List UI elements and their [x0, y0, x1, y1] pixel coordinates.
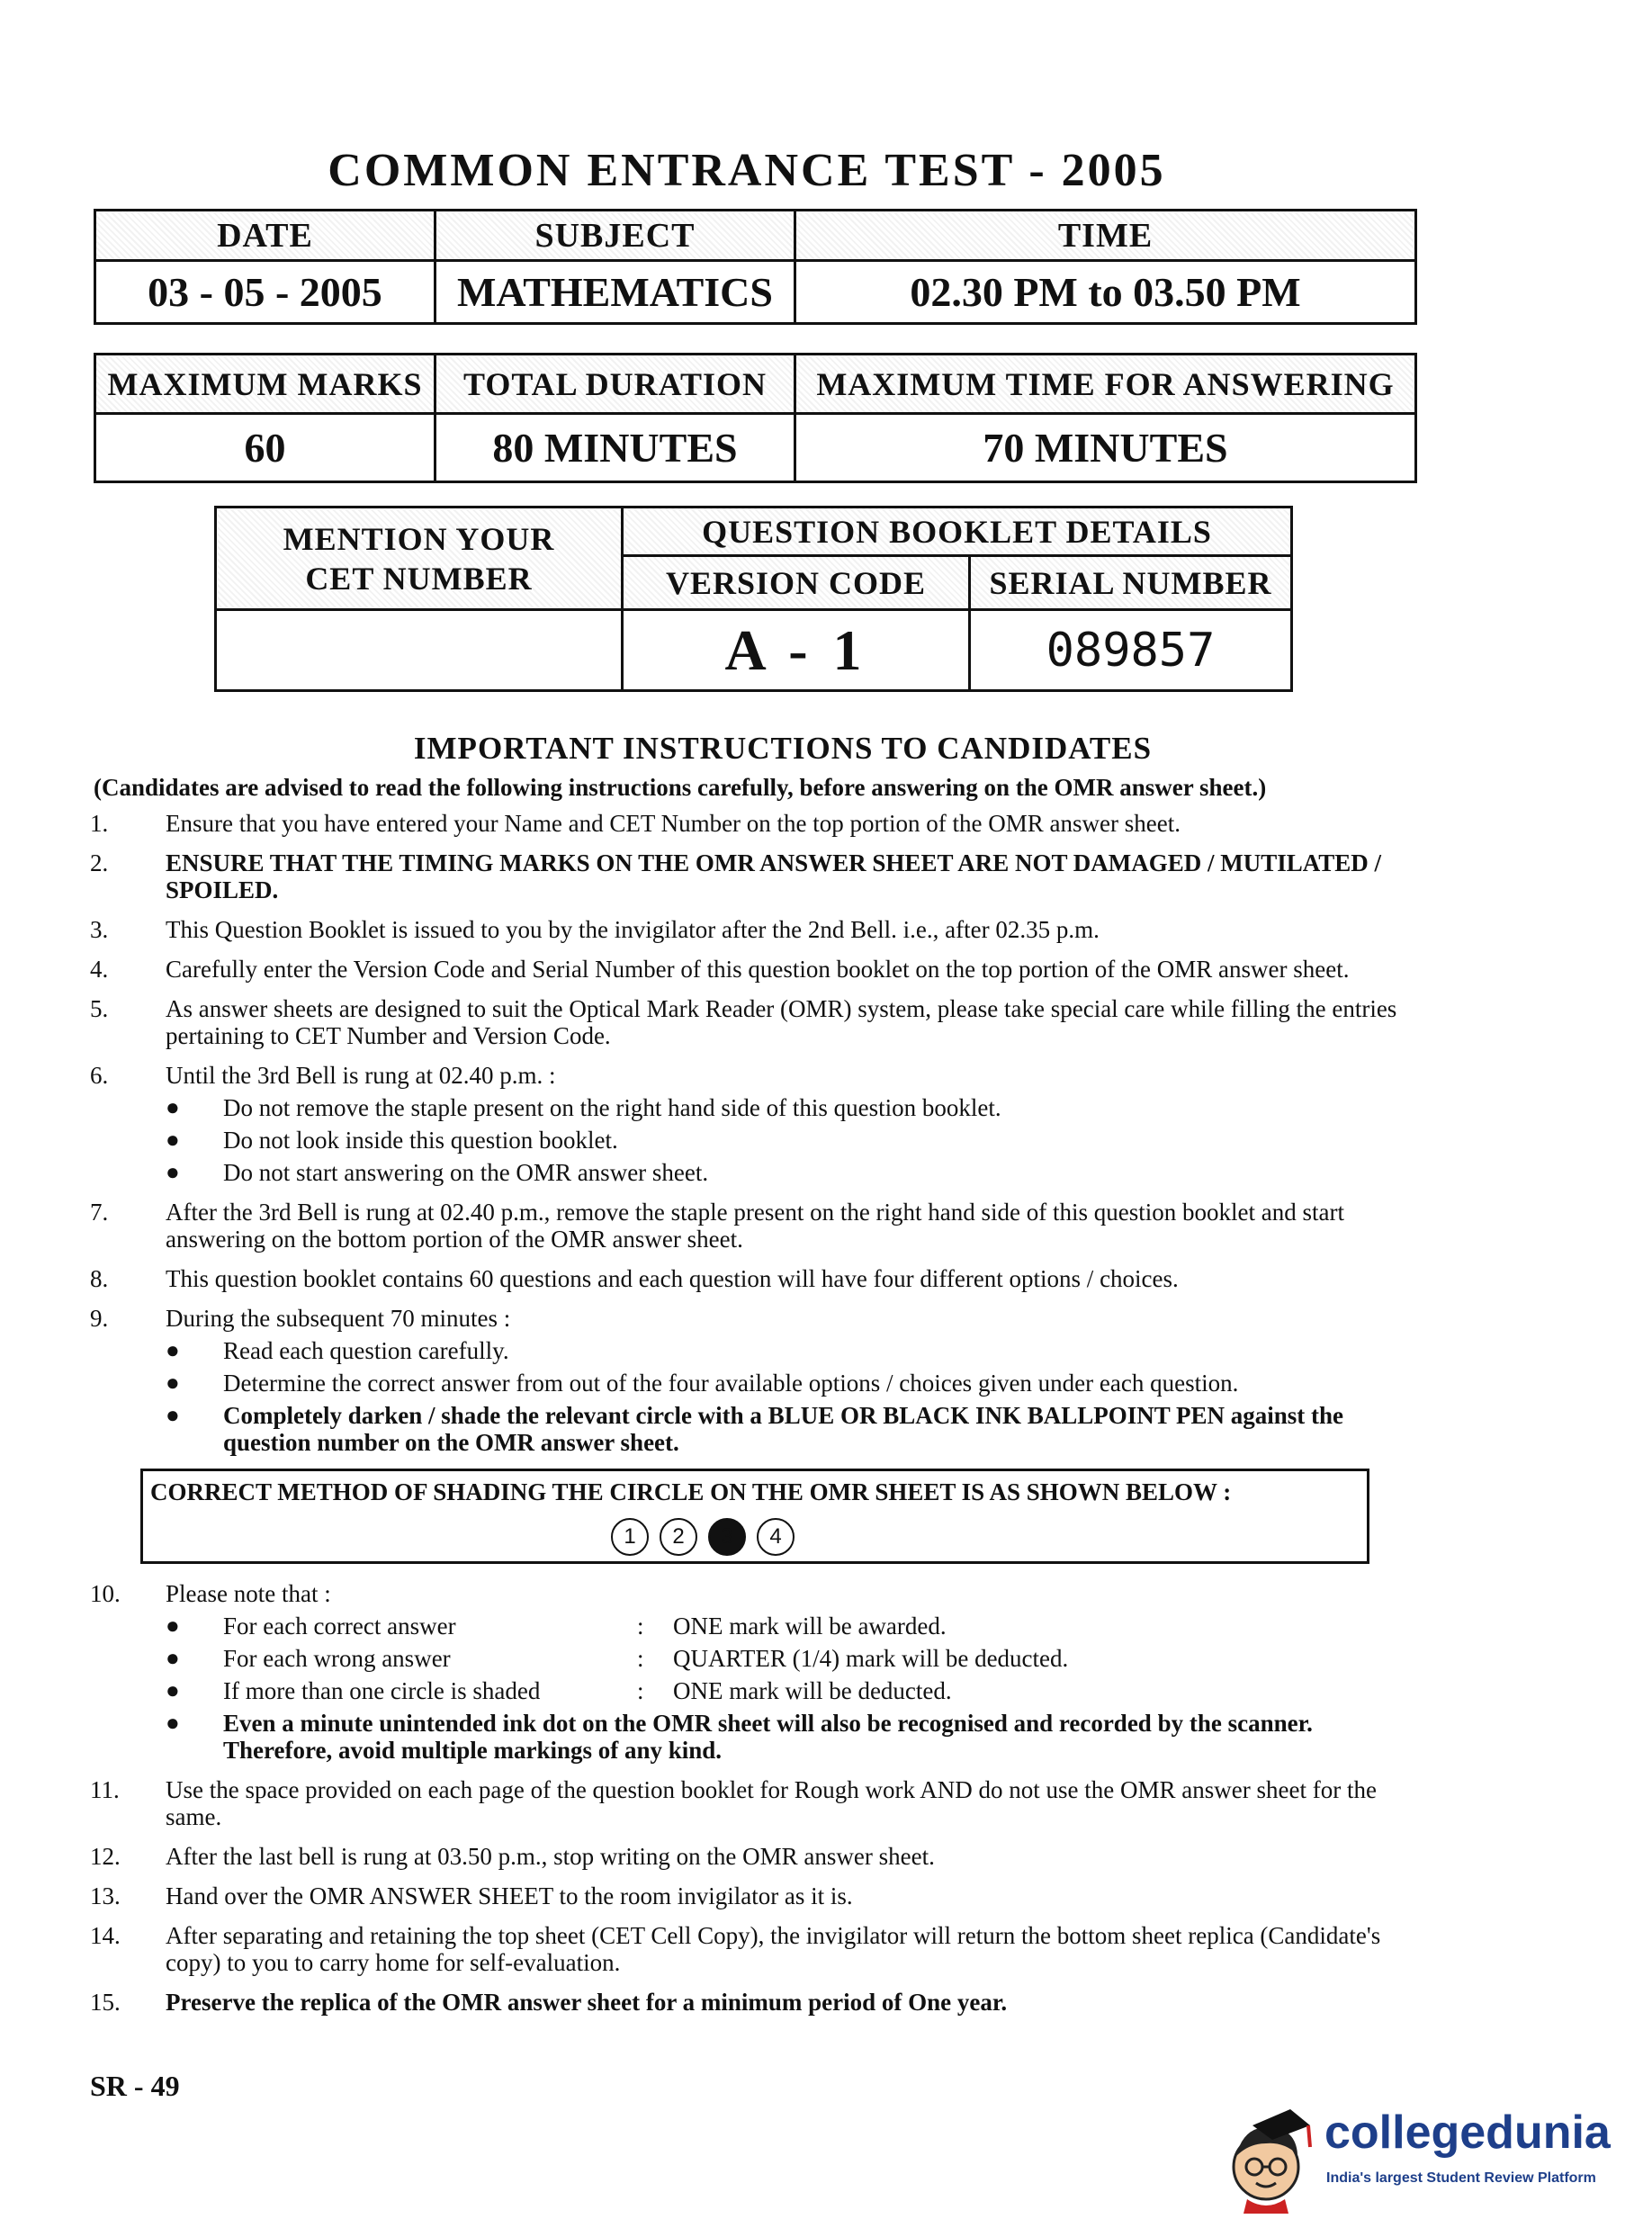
shading-caption: CORRECT METHOD OF SHADING THE CIRCLE ON THE OMR SHEET IS AS SHOWN BELOW : [150, 1478, 1232, 1505]
list-item: 15. Preserve the replica of the OMR answer sheet for a minimum period of One year. [90, 1989, 1008, 2016]
marks-info-table [94, 353, 1417, 483]
serial-number-value: 089857 [970, 610, 1292, 691]
bullet-item: ● Read each question carefully. [166, 1337, 509, 1364]
instructions-heading: IMPORTANT INSTRUCTIONS TO CANDIDATES [413, 731, 1153, 766]
list-item: 5. As answer sheets are designed to suit the Optical Mark Reader (OMR) system, please take special care while filling the entries pertaining to CET Number and Version Code. [90, 995, 1397, 1049]
bullet-icon: ● [166, 1094, 180, 1120]
list-item: 2. ENSURE THAT THE TIMING MARKS ON THE OMR ANSWER SHEET ARE NOT DAMAGED / MUTILATED / SPOILED. [90, 849, 1382, 903]
list-item: 3. This Question Booklet is issued to you by the invigilator after the 2nd Bell. i.e., after 02.35 p.m. [90, 916, 1100, 943]
version-code-value: A - 1 [623, 610, 970, 691]
subject-value: MATHEMATICS [435, 261, 795, 324]
mascot-icon [1217, 2106, 1315, 2214]
list-item: 1. Ensure that you have entered your Name and CET Number on the top portion of the OMR answer sheet. [90, 810, 1181, 837]
bullet-item: ● Determine the correct answer from out of the four available options / choices given under each question. [166, 1370, 1239, 1397]
list-item: 13. Hand over the OMR ANSWER SHEET to the room invigilator as it is. [90, 1882, 853, 1909]
answer-time-value: 70 MINUTES [795, 414, 1416, 482]
max-marks-header: MAXIMUM MARKS [95, 355, 435, 414]
time-value: 02.30 PM to 03.50 PM [795, 261, 1416, 324]
bullet-item: ● For each correct answer : ONE mark will be awarded. [166, 1613, 947, 1640]
bullet-item: ● For each wrong answer : QUARTER (1/4) mark will be deducted. [166, 1645, 1069, 1672]
omr-circles [611, 1518, 795, 1556]
bullet-item: ● Completely darken / shade the relevant circle with a BLUE OR BLACK INK BALLPOINT PEN against the question number on the OMR answer sheet. [166, 1402, 1344, 1456]
booklet-details-table [214, 506, 1293, 692]
bullet-icon: ● [166, 1370, 180, 1396]
instructions-list [90, 810, 1422, 2028]
list-item: 12. After the last bell is rung at 03.50 p.m., stop writing on the OMR answer sheet. [90, 1843, 935, 1870]
list-item: 7. After the 3rd Bell is rung at 02.40 p.m., remove the staple present on the right hand side of this question booklet and start answering on the bottom portion of the OMR answer sheet. [90, 1199, 1344, 1253]
serial-number-label: SERIAL NUMBER [970, 556, 1292, 610]
bullet-item: ● Do not start answering on the OMR answer sheet. [166, 1159, 709, 1186]
omr-circle: 4 [757, 1518, 795, 1556]
version-code-label: VERSION CODE [623, 556, 970, 610]
bullet-icon: ● [166, 1159, 180, 1185]
duration-header: TOTAL DURATION [435, 355, 795, 414]
list-item: 11. Use the space provided on each page of the question booklet for Rough work AND do not use the OMR answer sheet for the same. [90, 1776, 1377, 1830]
cet-number-label: MENTION YOUR CET NUMBER [216, 508, 623, 610]
instructions-subheading: (Candidates are advised to read the following instructions carefully, before answering on the OMR answer sheet.) [94, 774, 1267, 801]
omr-circle: 2 [660, 1518, 697, 1556]
bullet-item: ● If more than one circle is shaded : ONE mark will be deducted. [166, 1677, 952, 1704]
max-marks-value: 60 [95, 414, 435, 482]
collegedunia-logo[interactable] [1217, 2106, 1612, 2214]
page-code: SR - 49 [90, 2070, 180, 2102]
answer-time-header: MAXIMUM TIME FOR ANSWERING [795, 355, 1416, 414]
bullet-icon: ● [166, 1677, 180, 1703]
list-item: 8. This question booklet contains 60 questions and each question will have four different options / choices. [90, 1265, 1179, 1292]
cet-number-boxes[interactable] [216, 610, 623, 691]
bullet-icon: ● [166, 1337, 180, 1363]
bullet-icon: ● [166, 1402, 180, 1428]
bullet-item: ● Even a minute unintended ink dot on the OMR sheet will also be recognised and recorded by the scanner. Therefore, avoid multiple markings of any kind. [166, 1710, 1313, 1764]
omr-circle: 1 [611, 1518, 649, 1556]
bullet-icon: ● [166, 1613, 180, 1639]
exam-info-table [94, 209, 1417, 325]
list-item: 4. Carefully enter the Version Code and Serial Number of this question booklet on the top portion of the OMR answer sheet. [90, 956, 1350, 983]
omr-circle-filled: 3 [708, 1518, 746, 1556]
list-item: 6. Until the 3rd Bell is rung at 02.40 p.m. : ● Do not remove the staple present on the right hand side of this question booklet. ● Do not look inside this question booklet. ● Do not start answering on the OMR answer sheet. [90, 1062, 1422, 1186]
page-title: COMMON ENTRANCE TEST - 2005 [328, 145, 1166, 196]
date-header: DATE [95, 211, 435, 261]
booklet-details-label: QUESTION BOOKLET DETAILS [623, 508, 1292, 556]
bullet-icon: ● [166, 1645, 180, 1671]
logo-tagline: India's largest Student Review Platform [1326, 2170, 1596, 2186]
duration-value: 80 MINUTES [435, 414, 795, 482]
list-item: 10. Please note that : ● For each correct answer : ONE mark will be awarded. ● For each wrong answer : QUARTER (1/4) mark will be deducted. ● If more than one circle is shaded : ONE mark will be deducted. ● Even a minute unintended ink dot on the OMR sheet will also be recognised and recorded by the scanner. Therefore, avoid multiple markings of any kind. [90, 1580, 1422, 1764]
time-header: TIME [795, 211, 1416, 261]
bullet-icon: ● [166, 1127, 180, 1153]
logo-name: collegedunia [1324, 2107, 1611, 2159]
list-item: 9. During the subsequent 70 minutes : ● Read each question carefully. ● Determine the correct answer from out of the four available options / choices given under each question. ● Completely darken / shade the relevant circle with a BLUE OR BLACK INK BALLPOINT PEN against the question number on the OMR answer sheet. [90, 1305, 1422, 1456]
subject-header: SUBJECT [435, 211, 795, 261]
list-item: 14. After separating and retaining the top sheet (CET Cell Copy), the invigilator will return the bottom sheet replica (Candidate's copy) to you to carry home for self-evaluation. [90, 1922, 1381, 1976]
bullet-icon: ● [166, 1710, 180, 1736]
bullet-item: ● Do not remove the staple present on the right hand side of this question booklet. [166, 1094, 1001, 1121]
bullet-item: ● Do not look inside this question booklet. [166, 1127, 618, 1154]
date-value: 03 - 05 - 2005 [95, 261, 435, 324]
shading-example-box [140, 1469, 1369, 1564]
